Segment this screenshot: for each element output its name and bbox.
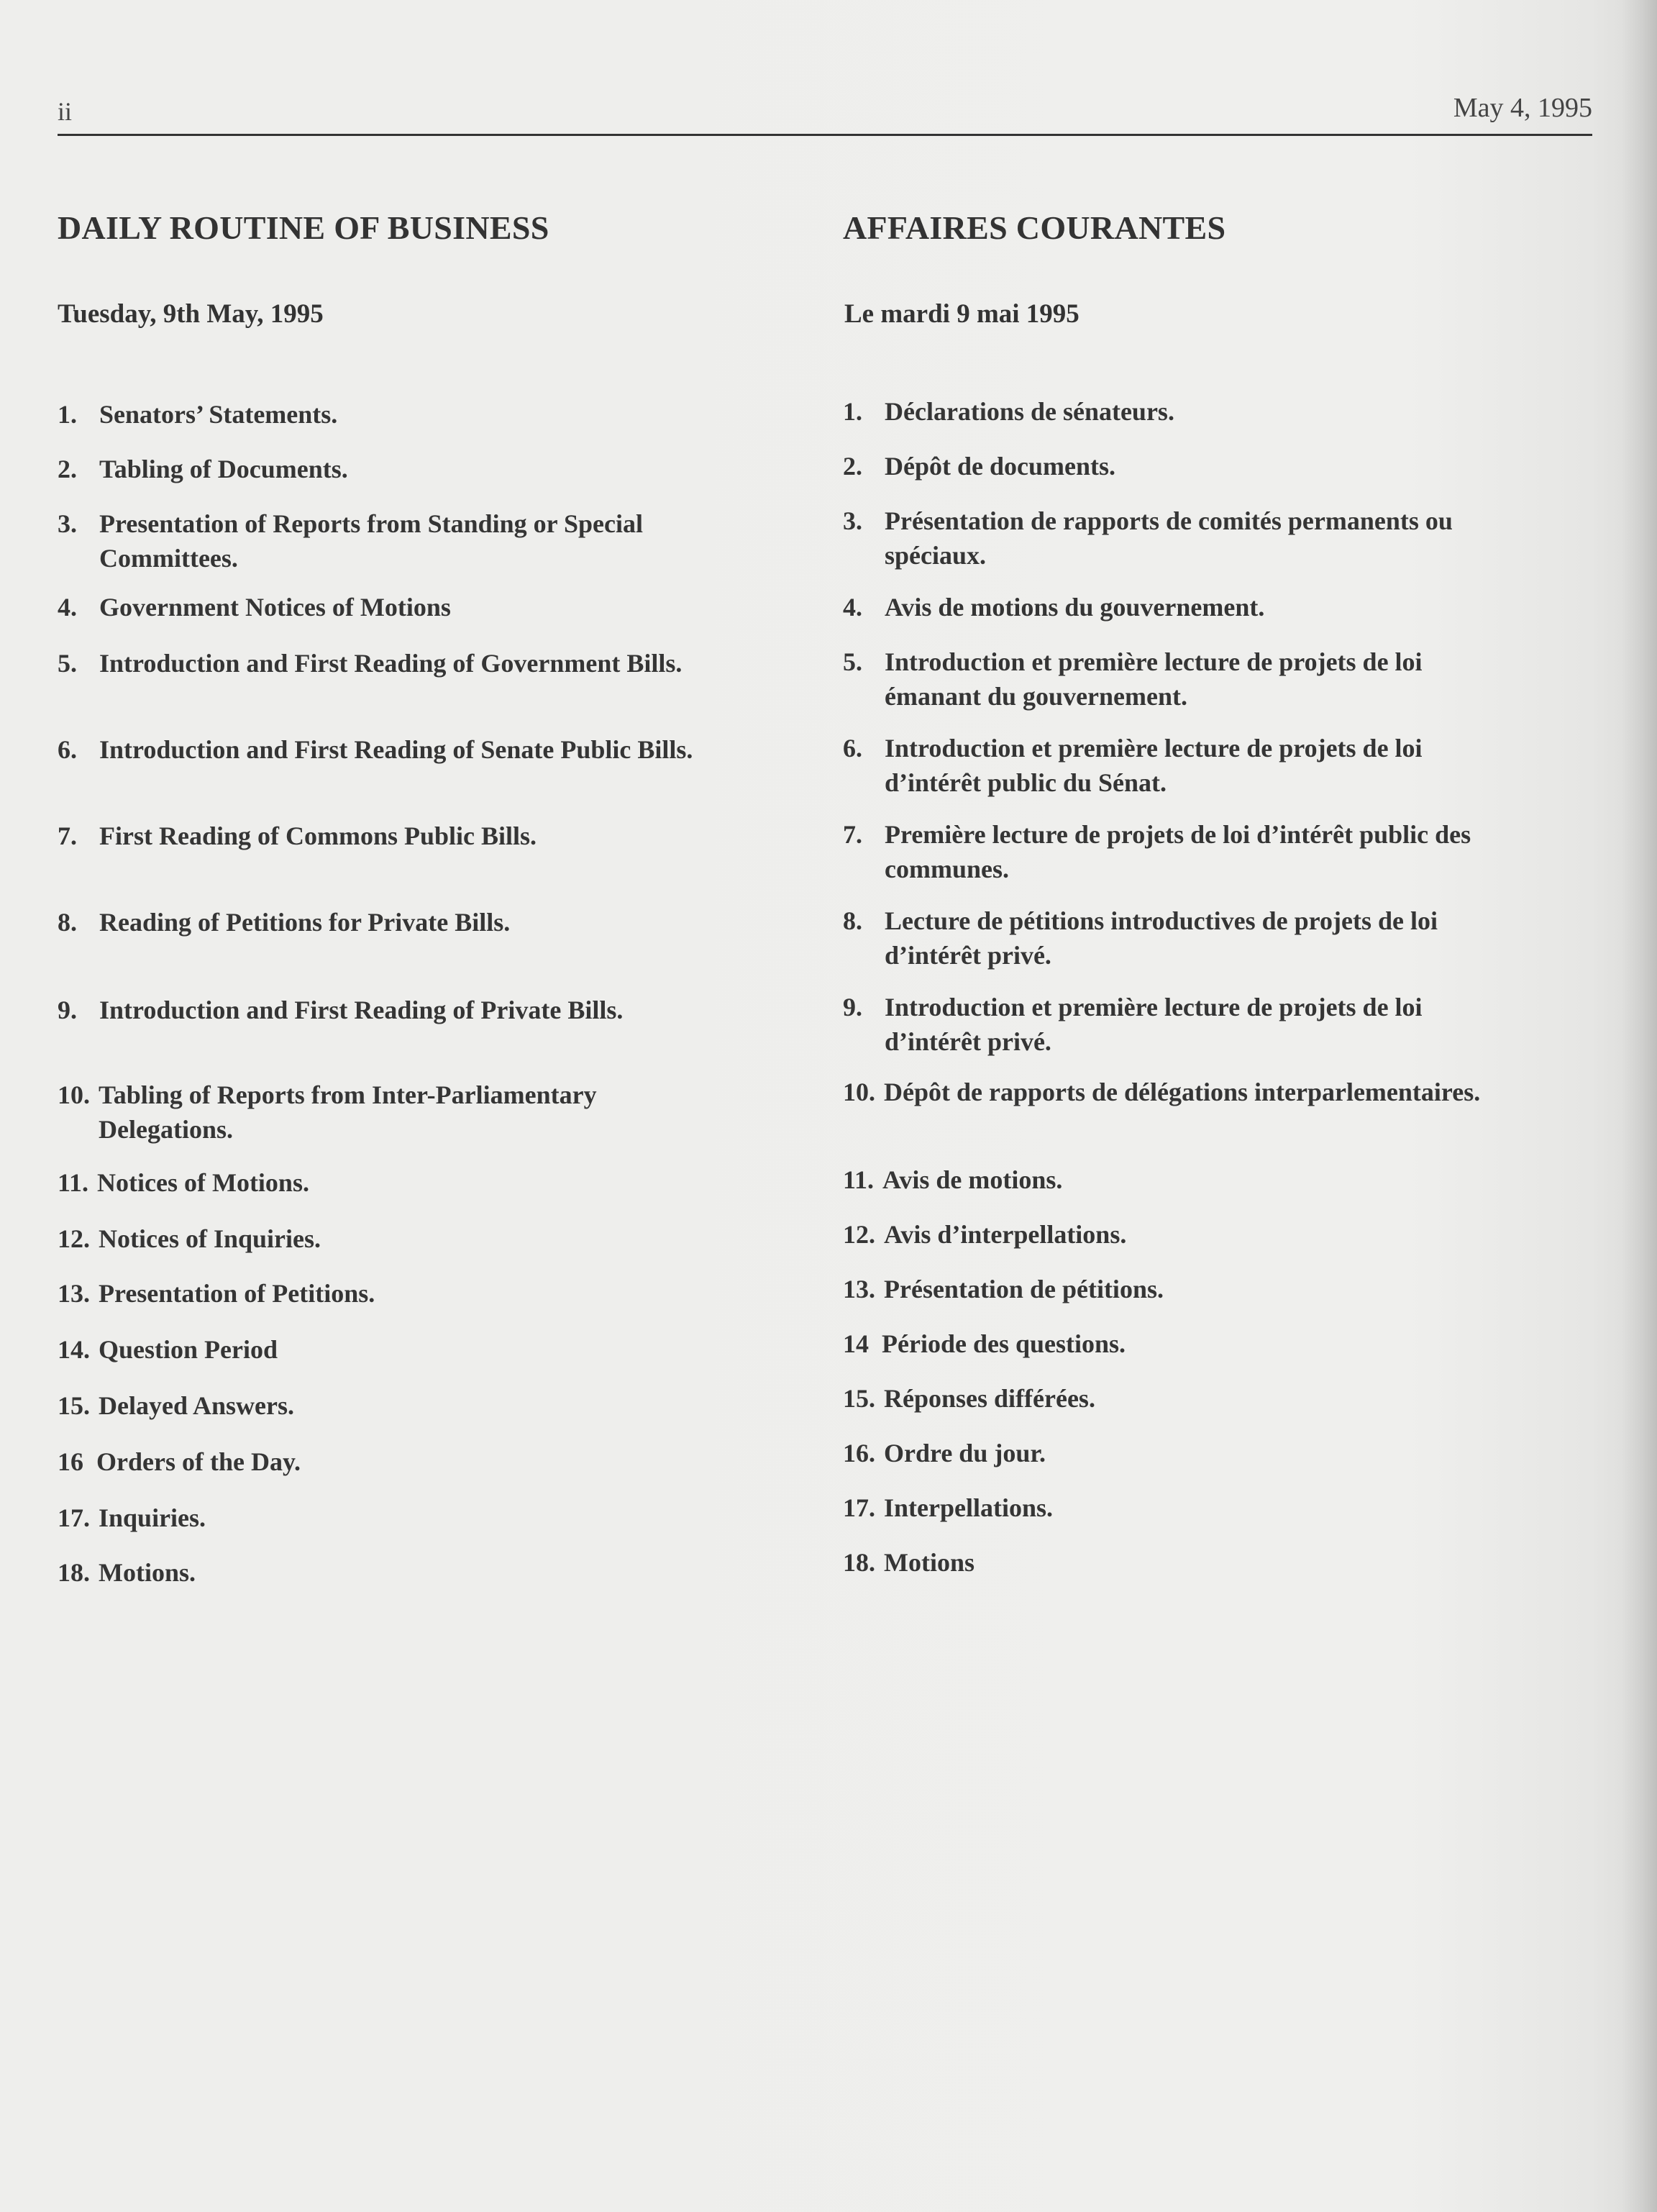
item-number: 5. (58, 649, 77, 678)
item-text: Motions (884, 1548, 974, 1577)
item-number: 7. (843, 820, 862, 849)
item-text: Introduction and First Reading of Senate Public Bills. (99, 735, 693, 764)
item-text: Présentation de pétitions. (884, 1275, 1164, 1303)
list-item (843, 645, 1562, 714)
list-item (58, 1276, 777, 1311)
item-text: Notices of Inquiries. (99, 1224, 321, 1253)
item-text: Introduction et première lecture de projets de loi d’intérêt privé. (885, 993, 1423, 1056)
item-text: First Reading of Commons Public Bills. (99, 821, 537, 850)
item-number: 13. (843, 1275, 875, 1303)
item-number: 4. (843, 593, 862, 622)
item-number: 15. (58, 1391, 90, 1420)
item-number: 10. (58, 1080, 90, 1109)
item-text: Avis de motions. (882, 1165, 1063, 1194)
item-text: Tabling of Documents. (99, 455, 348, 483)
page-edge-shadow (1621, 0, 1657, 2212)
list-item (58, 397, 777, 432)
list-item (843, 1162, 1562, 1197)
item-number: 12. (843, 1220, 875, 1249)
item-number: 10. (843, 1078, 875, 1106)
item-text: Inquiries. (99, 1503, 206, 1532)
item-text: Orders of the Day. (96, 1447, 301, 1476)
list-item (58, 905, 777, 939)
item-text: Présentation de rapports de comités permanents ou spéciaux. (885, 506, 1453, 570)
item-number: 5. (843, 647, 862, 676)
item-number: 6. (58, 735, 77, 764)
item-text: Dépôt de documents. (885, 452, 1115, 481)
list-item (843, 1436, 1562, 1470)
list-item (843, 904, 1562, 973)
french-date: Le mardi 9 mai 1995 (844, 299, 1079, 329)
item-text: Introduction and First Reading of Private Bills. (99, 996, 624, 1024)
item-number: 17. (843, 1493, 875, 1522)
item-text: Avis d’interpellations. (884, 1220, 1127, 1249)
item-text: Government Notices of Motions (99, 593, 451, 622)
list-item (58, 1165, 777, 1200)
item-number: 11. (58, 1168, 89, 1197)
item-number: 3. (58, 509, 77, 538)
item-text: Avis de motions du gouvernement. (885, 593, 1265, 622)
list-item (843, 1075, 1562, 1109)
item-number: 18. (843, 1548, 875, 1577)
item-number: 16 (58, 1447, 83, 1476)
page-number: ii (58, 97, 73, 126)
item-text: Reading of Petitions for Private Bills. (99, 908, 511, 937)
item-number: 1. (58, 400, 77, 429)
item-text: Réponses différées. (884, 1384, 1095, 1413)
list-item (58, 1501, 777, 1535)
list-item (843, 1381, 1562, 1416)
item-number: 2. (843, 452, 862, 481)
item-text: Dépôt de rapports de délégations interparlementaires. (884, 1078, 1481, 1106)
item-text: Delayed Answers. (99, 1391, 294, 1420)
list-item (843, 817, 1562, 886)
item-number: 9. (843, 993, 862, 1021)
item-text: Senators’ Statements. (99, 400, 338, 429)
item-number: 1. (843, 397, 862, 426)
list-item (843, 504, 1562, 573)
list-item (843, 1217, 1562, 1252)
item-text: Presentation of Petitions. (99, 1279, 375, 1308)
item-text: Question Period (99, 1335, 278, 1364)
list-item (58, 590, 777, 624)
item-number: 17. (58, 1503, 90, 1532)
item-number: 9. (58, 996, 77, 1024)
list-item (843, 449, 1562, 483)
list-item (58, 646, 777, 681)
list-item (58, 1444, 777, 1479)
item-number: 11. (843, 1165, 875, 1194)
list-item (58, 993, 777, 1027)
item-number: 4. (58, 593, 77, 622)
item-number: 13. (58, 1279, 90, 1308)
list-item (58, 452, 777, 486)
list-item (843, 1272, 1562, 1306)
list-item (58, 1555, 777, 1590)
list-item (843, 590, 1562, 624)
list-item (58, 1078, 777, 1147)
list-item (843, 1490, 1562, 1525)
item-number: 12. (58, 1224, 90, 1253)
french-heading: AFFAIRES COURANTES (843, 209, 1226, 246)
header-date: May 4, 1995 (1453, 93, 1592, 123)
french-column (843, 209, 1562, 1577)
item-text: Interpellations. (884, 1493, 1054, 1522)
english-heading: DAILY ROUTINE OF BUSINESS (58, 209, 549, 246)
item-text: Ordre du jour. (884, 1439, 1046, 1467)
list-item (843, 731, 1562, 800)
page-header (58, 92, 1592, 135)
item-number: 16. (843, 1439, 875, 1467)
list-item (843, 1326, 1562, 1361)
list-item (58, 1332, 777, 1367)
item-number: 14. (58, 1335, 90, 1364)
list-item (58, 819, 777, 853)
item-number: 18. (58, 1558, 90, 1587)
item-number: 8. (843, 906, 862, 935)
item-text: Première lecture de projets de loi d’intérêt public des communes. (885, 820, 1471, 883)
item-number: 14 (843, 1329, 869, 1358)
item-text: Introduction et première lecture de projets de loi émanant du gouvernement. (885, 647, 1423, 711)
item-text: Notices of Motions. (97, 1168, 309, 1197)
item-number: 6. (843, 734, 862, 763)
item-number: 7. (58, 821, 77, 850)
item-text: Déclarations de sénateurs. (885, 397, 1174, 426)
list-item (58, 732, 777, 767)
english-column (58, 209, 777, 1587)
item-text: Motions. (99, 1558, 196, 1587)
item-text: Tabling of Reports from Inter-Parliamentary Delegations. (99, 1080, 597, 1144)
english-date: Tuesday, 9th May, 1995 (58, 299, 324, 329)
item-number: 3. (843, 506, 862, 535)
item-number: 15. (843, 1384, 875, 1413)
list-item (58, 1221, 777, 1256)
item-number: 2. (58, 455, 77, 483)
list-item (843, 394, 1562, 429)
item-number: 8. (58, 908, 77, 937)
item-text: Introduction et première lecture de projets de loi d’intérêt public du Sénat. (885, 734, 1423, 797)
item-text: Introduction and First Reading of Government Bills. (99, 649, 683, 678)
item-text: Presentation of Reports from Standing or Special Committees. (99, 509, 643, 573)
item-text: Période des questions. (882, 1329, 1126, 1358)
item-text: Lecture de pétitions introductives de projets de loi d’intérêt privé. (885, 906, 1438, 970)
header-rule (58, 134, 1592, 136)
list-item (58, 506, 777, 575)
list-item (58, 1388, 777, 1423)
list-item (843, 990, 1562, 1059)
list-item (843, 1545, 1562, 1580)
